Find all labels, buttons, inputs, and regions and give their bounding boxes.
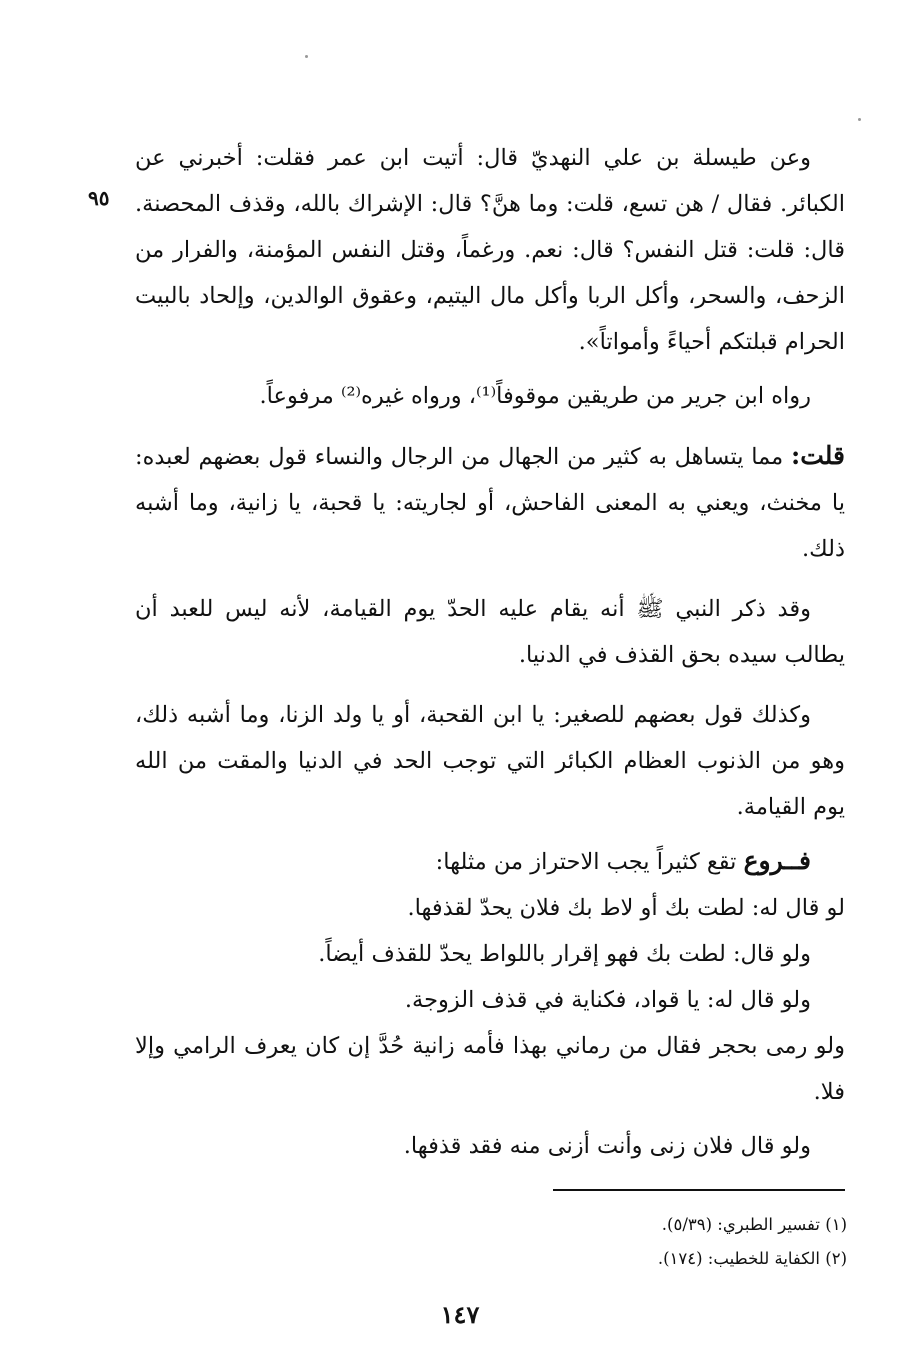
footnotes: [500, 1208, 847, 1276]
scan-speck: [858, 118, 861, 121]
furu-item: ولو قال فلان زنى وأنت أزنى منه فقد قذفها.: [403, 1133, 811, 1159]
qultu-label: قلت:: [790, 441, 845, 470]
footnote-separator: [553, 1189, 845, 1191]
furu-item: ولو رمى بحجر فقال من رماني بهذا فأمه زانية حُدَّ إن كان يعرف الرامي وإلا فلا.: [135, 1033, 845, 1105]
margin-page-reference: ٩٥: [88, 186, 110, 210]
furu-heading: [135, 838, 845, 885]
main-text: [135, 135, 845, 1169]
paragraph-qultu: [135, 433, 845, 572]
qultu-text: مما يتساهل به كثير من الجهال من الرجال والنساء قول بعضهم لعبده: يا مخنث، ويعني به المعنى الفاحش، أو لجاريته: يا قحبة، يا زانية، وما أشبه ذلك.: [135, 444, 845, 562]
furu-item: ولو قال له: يا قواد، فكناية في قذف الزوجة.: [404, 987, 811, 1013]
paragraph-hadith: وعن طيسلة بن علي النهديّ قال: أتيت ابن عمر فقلت: أخبرني عن الكبائر. فقال / هن تسع، قلت: وما هنَّ؟ قال: الإشراك بالله، وقذف المحصنة. قال: قلت: قتل النفس؟ قال: نعم. ورغماً، وقتل النفس المؤمنة، والفرار من الزحف، والسحر، وأكل الربا وأكل مال اليتيم، وعقوق الوالدين، وإلحاد بالبيت الحرام قبلتكم أحياءً وأمواتاً».: [135, 145, 845, 355]
paragraph-narration: رواه ابن جرير من طريقين موقوفاً⁽¹⁾، ورواه غيره⁽²⁾ مرفوعاً.: [259, 383, 811, 409]
footnote-1: (١) تفسير الطبري: (٥/٣٩).: [661, 1215, 847, 1234]
scan-speck: [305, 55, 308, 58]
page-number: ١٤٧: [440, 1300, 480, 1329]
footnote-2: (٢) الكفاية للخطيب: (١٧٤).: [657, 1249, 847, 1268]
paragraph-prophet: وقد ذكر النبي ﷺ أنه يقام عليه الحدّ يوم القيامة، لأنه ليس للعبد أن يطالب سيده بحق القذف في الدنيا.: [135, 596, 845, 668]
furu-item: ولو قال: لطت بك فهو إقرار باللواط يحدّ للقذف أيضاً.: [318, 941, 811, 967]
furu-label: فــروع: [743, 846, 811, 875]
furu-item: لو قال له: لطت بك أو لاط بك فلان يحدّ لقذفها.: [407, 895, 845, 921]
paragraph-child-insult: وكذلك قول بعضهم للصغير: يا ابن القحبة، أو يا ولد الزنا، وما أشبه ذلك، وهو من الذنوب العظام الكبائر التي توجب الحد في الدنيا والمقت من الله يوم القيامة.: [135, 702, 845, 820]
furu-intro: تقع كثيراً يجب الاحتراز من مثلها:: [435, 849, 737, 875]
